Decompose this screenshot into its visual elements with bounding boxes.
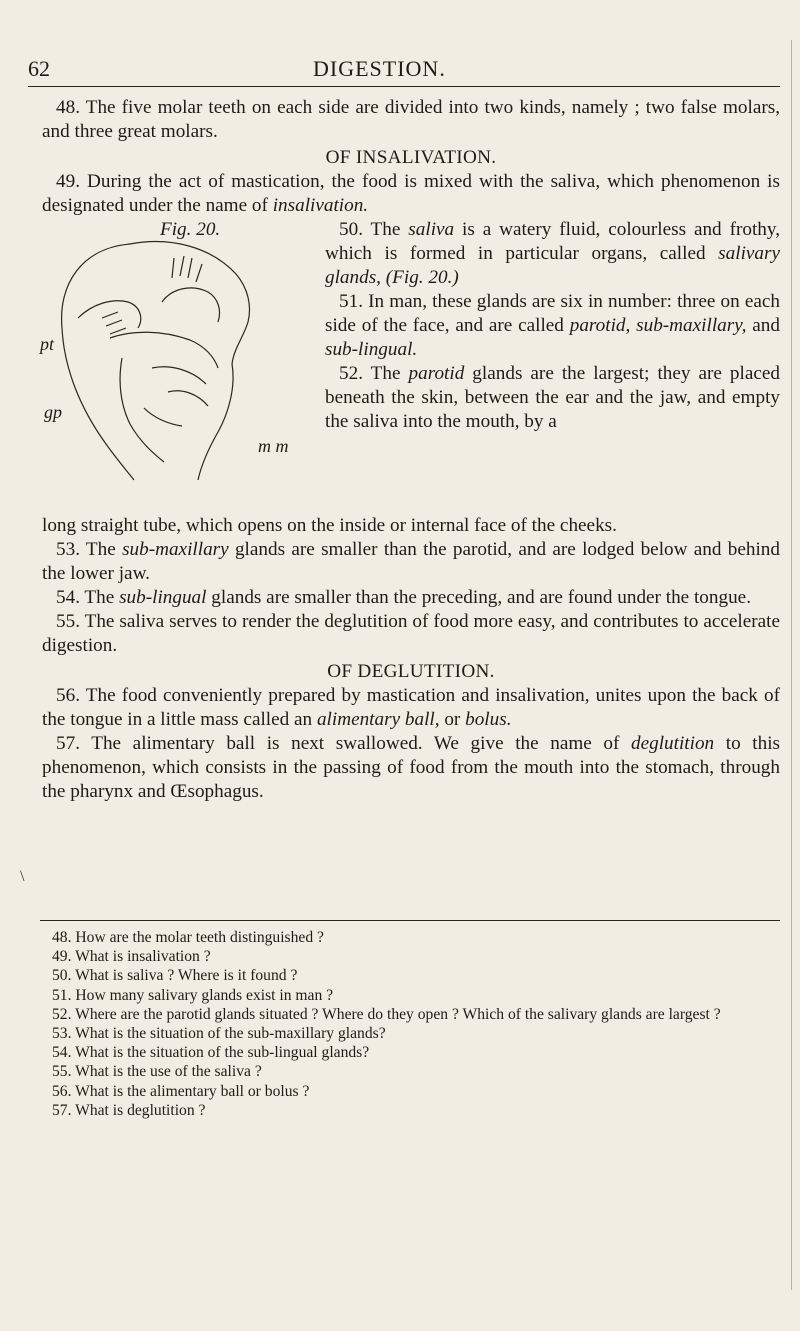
paragraph-55: 55. The saliva serves to render the deglutition of food more easy, and contributes to accelerate digestion. xyxy=(42,611,780,656)
question-item: 57. What is deglutition ? xyxy=(52,1101,206,1119)
cheek-outline xyxy=(162,288,220,322)
term-salivary-glands: salivary glands, (Fig. 20.) xyxy=(325,243,780,288)
term-alimentary-ball: alimentary ball, xyxy=(316,709,440,730)
question-item: 54. What is the situation of the sub-lingual glands? xyxy=(52,1044,370,1062)
figure-caption: Fig. 20. xyxy=(160,219,221,240)
neck-line xyxy=(120,358,164,462)
paragraph-52-part-b: long straight tube, which opens on the inside or internal face of the cheeks. xyxy=(42,515,617,536)
label-gp: gp xyxy=(44,402,62,422)
label-pt: pt xyxy=(40,334,55,354)
page-header xyxy=(28,56,780,87)
running-head: DIGESTION. xyxy=(313,56,446,81)
term-insalivation: insalivation. xyxy=(272,195,369,216)
term-parotid: parotid xyxy=(408,363,465,384)
question-item: 51. How many salivary glands exist in man ? xyxy=(52,986,334,1004)
term-bolus: bolus. xyxy=(465,709,512,730)
term-saliva: saliva xyxy=(408,219,455,240)
page-number: 62 xyxy=(28,56,50,81)
term-deglutition: deglutition xyxy=(631,733,715,754)
shading-strokes xyxy=(102,312,126,334)
paragraph-48: 48. The five molar teeth on each side are divided into two kinds, namely ; two false molars, and three great molars. xyxy=(42,97,780,142)
review-questions xyxy=(52,928,772,1120)
question-item: 52. Where are the parotid glands situated ? Where do they open ? Which of the salivary glands are largest ? xyxy=(52,1005,721,1023)
jaw-line xyxy=(110,332,218,368)
page-body xyxy=(42,96,780,804)
face-outline-left xyxy=(62,244,134,480)
hair-strokes xyxy=(172,256,202,282)
question-item: 50. What is saliva ? Where is it found ? xyxy=(52,967,298,985)
paragraph-53: 53. The sub-maxillary glands are smaller than the parotid, and are lodged below and behind the lower jaw. xyxy=(42,539,780,584)
figure-side-text xyxy=(325,218,780,434)
question-item: 55. What is the use of the saliva ? xyxy=(52,1063,262,1081)
salivary-glands-figure xyxy=(22,218,312,514)
paragraph-51: 51. In man, these glands are six in number: three on each side of the face, and are called parotid, sub-maxillary, and sub-lingual. xyxy=(325,291,780,360)
gland-line-2 xyxy=(168,391,208,406)
term-sublingual-2: sub-lingual xyxy=(119,587,207,608)
paragraph-49: 49. During the act of mastication, the food is mixed with the saliva, which phenomenon is designated under the name of insalivation. xyxy=(42,171,780,216)
section-heading-deglutition: OF DEGLUTITION. xyxy=(327,661,495,682)
paragraph-54: 54. The sub-lingual glands are smaller than the preceding, and are found under the tongue. xyxy=(56,587,751,608)
question-item: 48. How are the molar teeth distinguished ? xyxy=(52,929,324,946)
term-parotid-submaxillary: parotid, sub-maxillary, xyxy=(569,315,747,336)
term-submaxillary: sub-maxillary xyxy=(122,539,229,560)
question-item: 53. What is the situation of the sub-maxillary glands? xyxy=(52,1025,386,1043)
term-sublingual: sub-lingual. xyxy=(325,339,418,360)
paragraph-52-part-a: 52. The parotid glands are the largest; they are placed beneath the skin, between the ear and the jaw, and empty the saliva into the mouth, by a xyxy=(325,363,780,432)
question-item: 49. What is insalivation ? xyxy=(52,948,211,966)
question-item: 56. What is the alimentary ball or bolus ? xyxy=(52,1082,310,1100)
paragraph-56: 56. The food conveniently prepared by mastication and insalivation, unites upon the back of the tongue in a little mass called an alimentary ball, or bolus. xyxy=(42,685,780,730)
face-outline-top xyxy=(130,242,250,364)
page-edge-line xyxy=(791,40,793,1290)
paragraph-57: 57. The alimentary ball is next swallowed. We give the name of deglutition to this phenomenon, which consists in the passing of food from the mouth into the stomach, through the pharynx and Œsophagus. xyxy=(42,733,780,802)
figure-block xyxy=(42,218,780,514)
questions-divider xyxy=(40,920,780,921)
ear-outline xyxy=(78,301,141,328)
section-heading-insalivation: OF INSALIVATION. xyxy=(325,147,497,168)
gland-line xyxy=(152,367,206,384)
paragraph-50: 50. The saliva is a watery fluid, colourless and frothy, which is formed in particular organs, called salivary glands, (Fig. 20.) xyxy=(325,219,781,288)
margin-mark: \ xyxy=(20,868,25,885)
gland-line-3 xyxy=(144,408,182,426)
label-mm: m m xyxy=(258,436,289,456)
